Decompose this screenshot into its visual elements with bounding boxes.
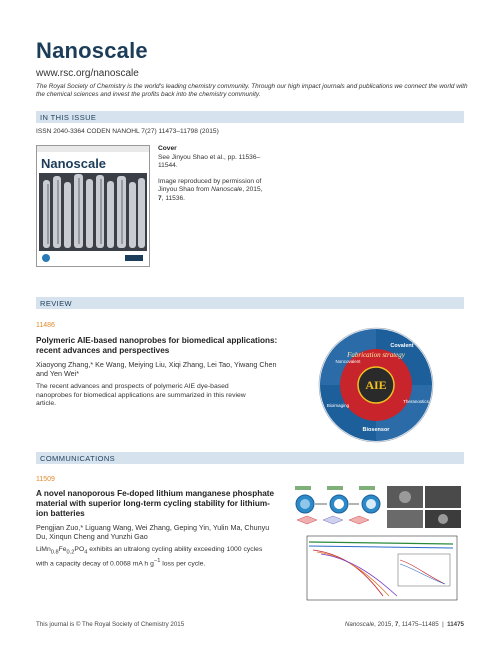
cover-credit: Image reproduced by permission of Jinyou Shao from Nanoscale, 2015, 7, 11536.: [158, 177, 263, 202]
issn-line: ISSN 2040-3364 CODEN NANOHL 7(27) 11473–11798 (2015): [36, 128, 219, 135]
communication-graphical-abstract[interactable]: [293, 484, 463, 610]
communications-bar: [36, 452, 464, 464]
cover-illustration: [37, 146, 149, 266]
cover-image[interactable]: [36, 145, 150, 267]
review-page-number[interactable]: 11486: [36, 322, 55, 329]
in-this-issue-bar: [36, 111, 464, 123]
review-authors: Xiaoyong Zhang,* Ke Wang, Meiying Liu, Xiqi Zhang, Lei Tao, Yiwang Chen and Yen Wei*: [36, 360, 277, 379]
svg-text:Noncovalent: Noncovalent: [335, 359, 361, 364]
journal-title: Nanoscale: [36, 38, 148, 63]
review-article-title[interactable]: Polymeric AIE-based nanoprobes for biomedical applications: recent advances and perspectives: [36, 336, 278, 356]
footer-copyright: This journal is © The Royal Society of Chemistry 2015: [36, 621, 185, 628]
communication-authors: Pengjian Zuo,* Liguang Wang, Wei Zhang, Geping Yin, Yulin Ma, Chunyu Du, Xinqun Cheng and Yunzhi Gao: [36, 523, 270, 542]
communication-page-number[interactable]: 11509: [36, 476, 55, 483]
cover-label: Cover: [158, 145, 177, 152]
review-heading: REVIEW: [40, 299, 72, 308]
svg-text:Biosensor: Biosensor: [362, 427, 390, 433]
review-graphical-abstract[interactable]: [318, 327, 434, 443]
cover-description: [158, 145, 268, 211]
footer-citation: Nanoscale, 2015, 7, 11475–11485 | 11475: [344, 621, 464, 628]
svg-text:Bioimaging: Bioimaging: [326, 403, 350, 408]
communication-article-title[interactable]: A novel nanoporous Fe-doped lithium manganese phosphate material with superior long-term cycling stability for lithium-ion batteries: [36, 489, 275, 519]
svg-text:Theranostics: Theranostics: [403, 399, 429, 404]
communication-abstract: $LiMn_{0.8}Fe_{0.2}PO_4$ exhibits an ultralong cycling ability exceeding 1000 cycles with a capacity decay of 0.0068 mA h $g^{-1}$ loss per cycle.: [36, 546, 263, 568]
svg-text:Fabrication strategy: Fabrication strategy: [347, 351, 405, 359]
review-abstract: The recent advances and prospects of polymeric AIE dye-based nanoprobes for biomedical applications are summarized in this review article.: [36, 383, 246, 408]
journal-url[interactable]: www.rsc.org/nanoscale: [36, 68, 139, 79]
communications-heading: COMMUNICATIONS: [40, 454, 116, 463]
cover-title: Nanoscale: [41, 156, 107, 171]
cover-reference[interactable]: See Jinyou Shao et al., pp. 11536–11544.: [158, 153, 261, 170]
in-this-issue-heading: IN THIS ISSUE: [40, 113, 97, 122]
review-bar: [36, 297, 464, 309]
rsc-blurb: The Royal Society of Chemistry is the world's leading chemistry community. Through our high impact journals and publications we connect the world with the chemical sciences and invest the profits back into the chemistry community.: [36, 83, 468, 99]
svg-text:Covalent: Covalent: [390, 343, 414, 349]
footer-page-number: 11475: [447, 621, 464, 628]
svg-text:AIE: AIE: [365, 378, 387, 392]
